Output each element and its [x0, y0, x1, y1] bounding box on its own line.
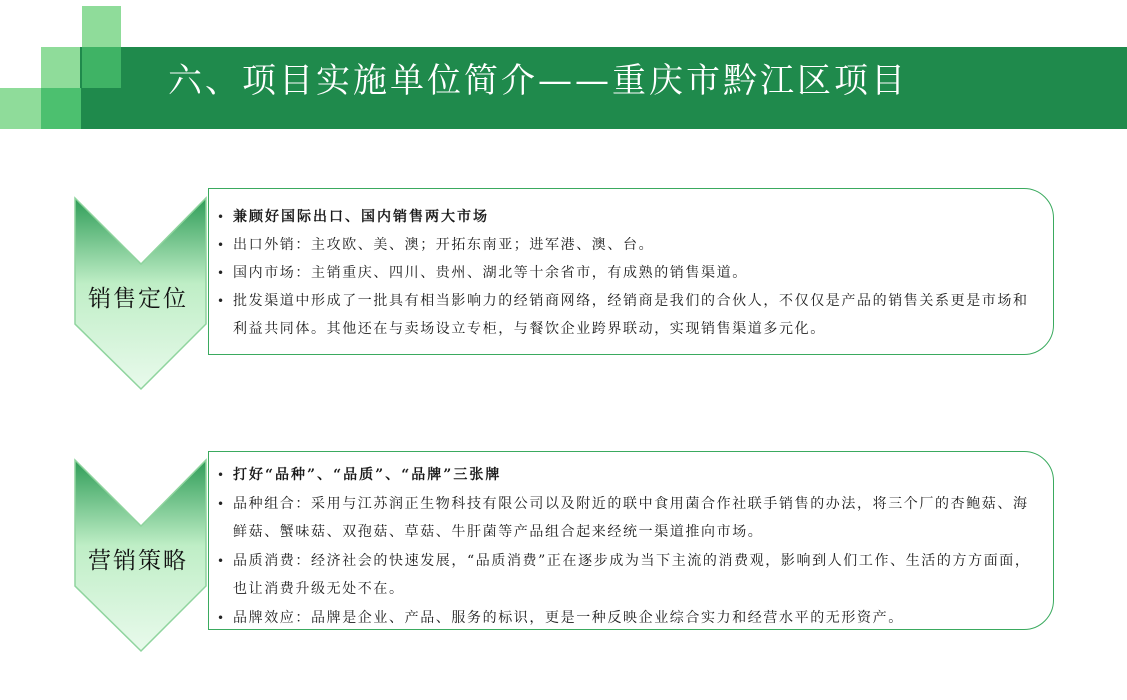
item-text: 兼顾好国际出口、国内销售两大市场: [233, 209, 489, 225]
item-text: 批发渠道中形成了一批具有相当影响力的经销商网络，经销商是我们的合伙人，不仅仅是产品的销售关系更是市场和利益共同体。其他还在与卖场设立专柜，与餐饮企业跨界联动，实现销售渠道多元化。: [233, 293, 1029, 337]
decor-square: [0, 88, 41, 129]
item-text: 品种组合：采用与江苏润正生物科技有限公司以及附近的联中食用菌合作社联手销售的办法，将三个厂的杏鲍菇、海鲜菇、蟹味菇、双孢菇、草菇、牛肝菌等产品组合起来经统一渠道推向市场。: [233, 495, 1029, 540]
decor-square: [82, 6, 121, 47]
bullet-icon: •: [217, 553, 226, 568]
bullet-icon: •: [217, 468, 226, 482]
list-item: [217, 604, 1033, 633]
section-label: 营销策略: [88, 548, 188, 574]
item-text: 打好“品种”、“品质”、“品牌”三张牌: [233, 467, 502, 483]
bullet-icon: •: [217, 610, 226, 625]
page-title: 六、项目实施单位简介——重庆市黔江区项目: [168, 61, 908, 101]
item-text: 国内市场：主销重庆、四川、贵州、湖北等十余省市，有成熟的销售渠道。: [233, 265, 748, 281]
list-item: [217, 259, 1033, 287]
chevron-marketing-strategy: [70, 458, 220, 658]
section-label: 销售定位: [88, 286, 188, 312]
marketing-strategy-box: [208, 451, 1054, 630]
decor-square: [41, 47, 81, 88]
bullet-icon: •: [217, 266, 226, 280]
item-text: 品质消费：经济社会的快速发展，“品质消费”正在逐步成为当下主流的消费观，影响到人们工作、生活的方方面面，也让消费升级无处不在。: [233, 552, 1031, 597]
bullet-icon: •: [217, 238, 226, 252]
bullet-icon: •: [217, 496, 226, 511]
list-item: [217, 547, 1033, 604]
item-text: 出口外销：主攻欧、美、澳；开拓东南亚；进军港、澳、台。: [233, 237, 655, 253]
sales-positioning-box: [208, 188, 1054, 355]
list-item: [217, 231, 1033, 259]
decor-square: [41, 88, 81, 129]
list-item: [217, 461, 1033, 490]
chevron-sales-positioning: [70, 196, 220, 396]
list-item: [217, 490, 1033, 547]
item-text: 品牌效应：品牌是企业、产品、服务的标识，更是一种反映企业综合实力和经营水平的无形资产。: [233, 609, 904, 626]
bullet-icon: •: [217, 210, 226, 224]
list-item: [217, 203, 1033, 231]
decor-square: [82, 47, 121, 88]
bullet-icon: •: [217, 294, 226, 308]
list-item: [217, 287, 1033, 343]
